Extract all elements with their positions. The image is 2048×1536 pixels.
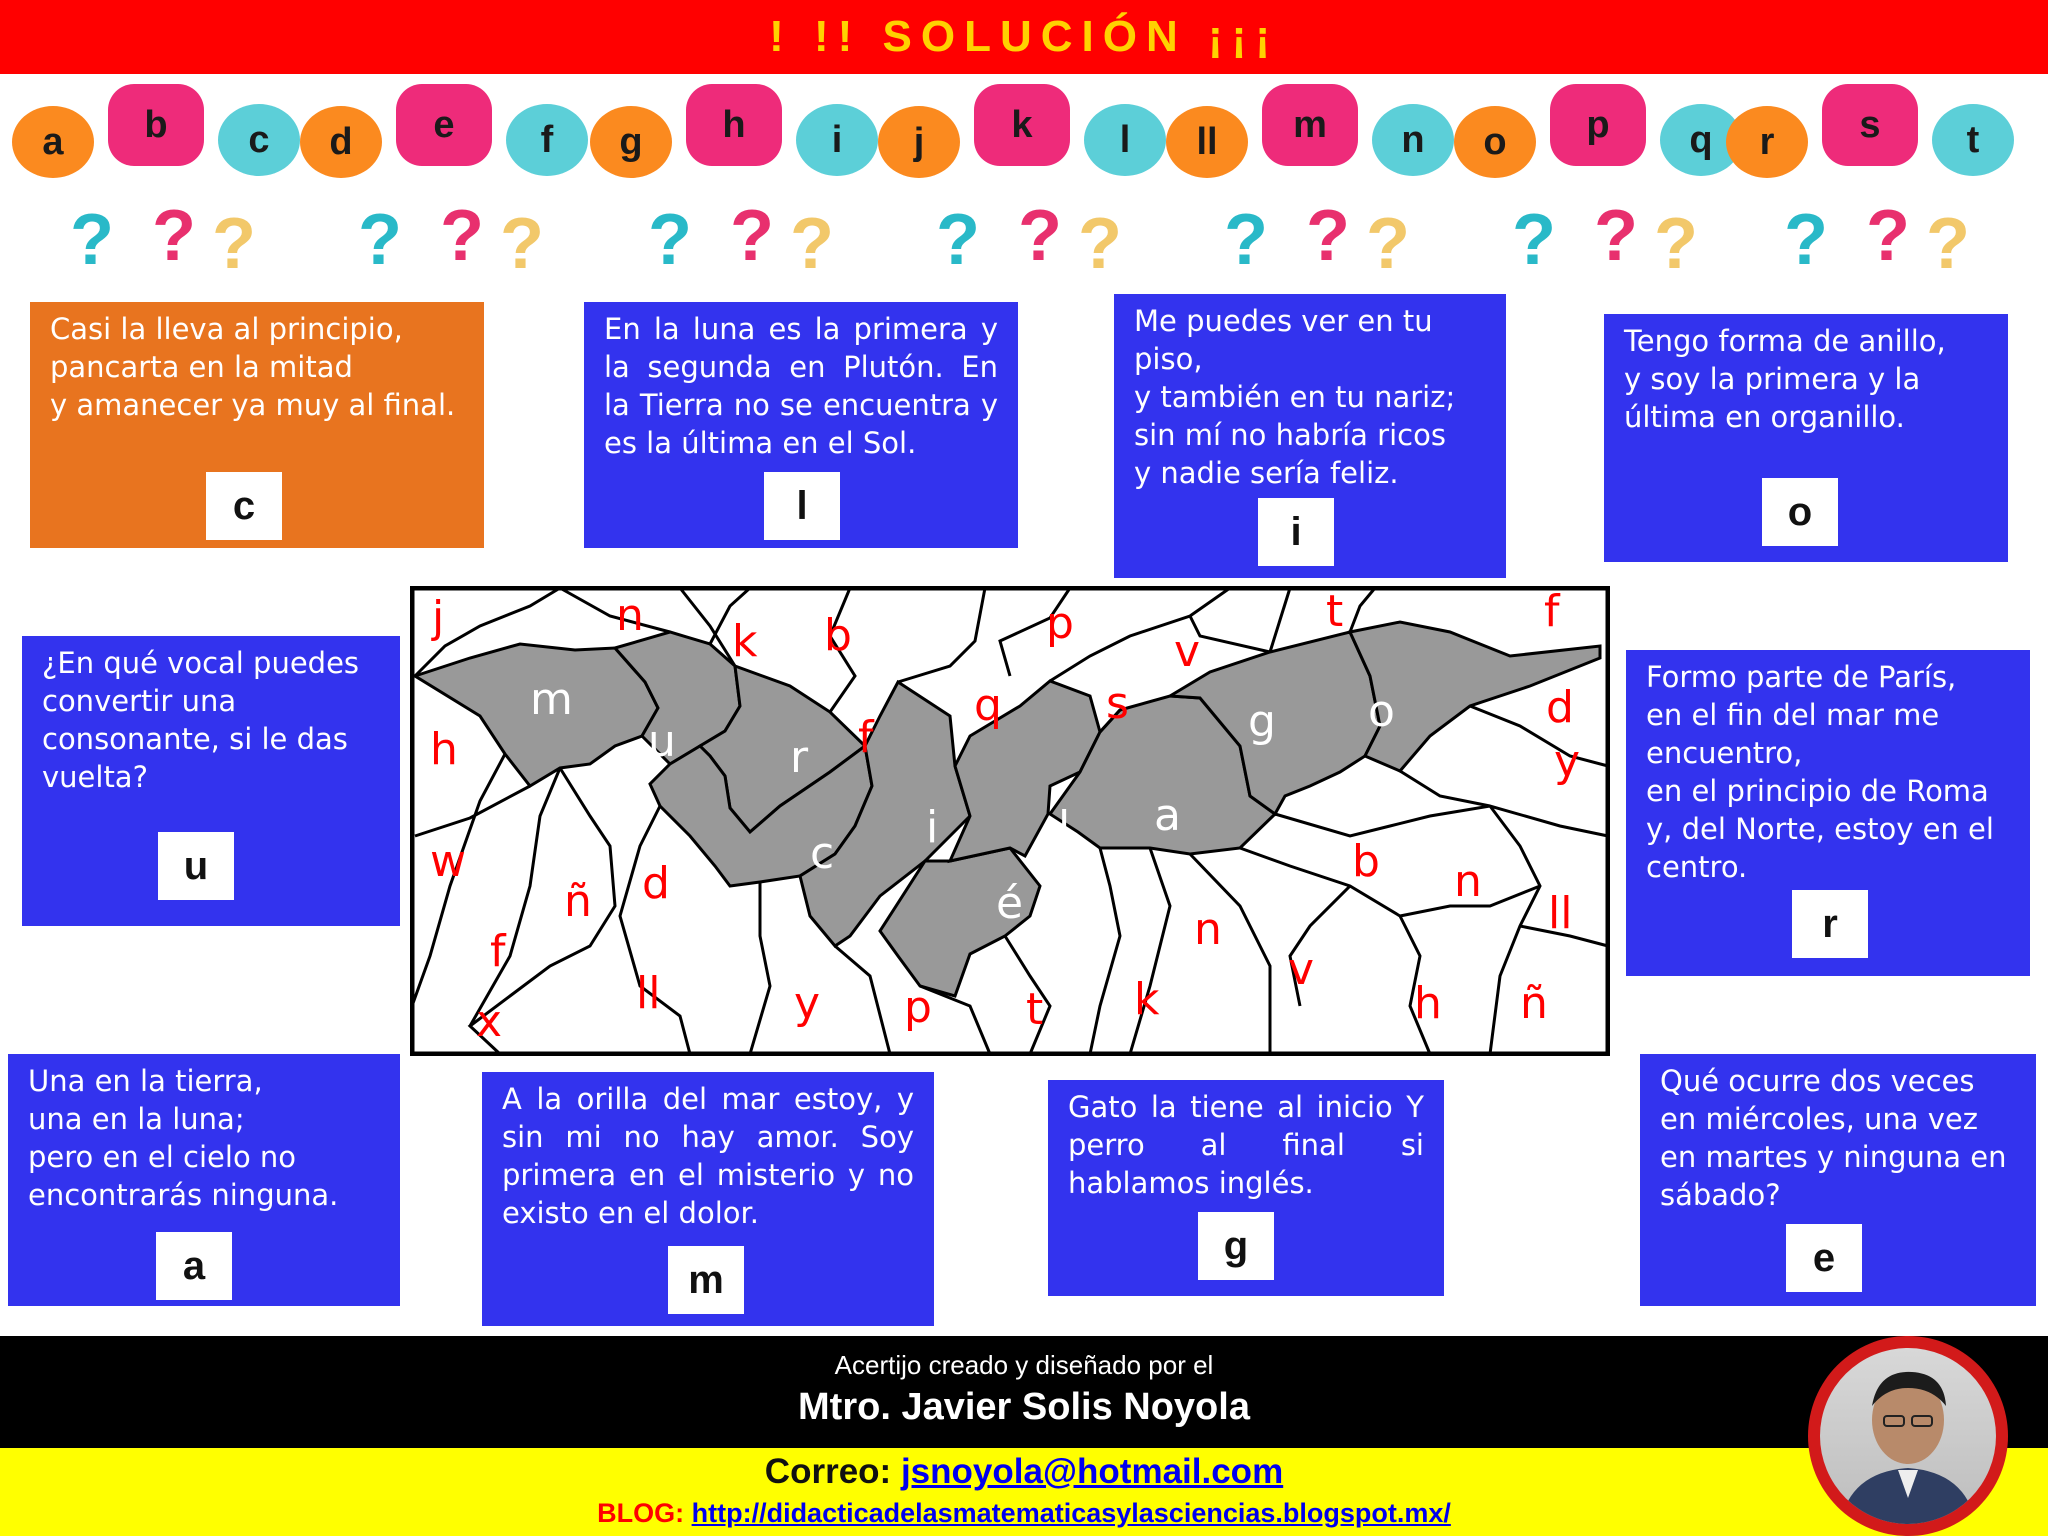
question-mark-icon: ?	[1654, 204, 1698, 284]
riddle-box-8	[482, 1072, 934, 1326]
map-letter: y	[1554, 736, 1581, 787]
blog-line	[0, 1498, 2048, 1529]
letter-bubble: h	[686, 84, 782, 166]
bubble-group-3	[590, 84, 878, 294]
map-letter: y	[794, 978, 821, 1029]
map-letter: k	[1134, 974, 1160, 1025]
riddle-text: Me puedes ver en tu piso, y también en tu nariz; sin mí no habría ricos y nadie sería feliz.	[1134, 304, 1456, 490]
map-letter: u	[648, 716, 676, 767]
letter-bubble: p	[1550, 84, 1646, 166]
letter-bubble: l	[1084, 104, 1166, 176]
avatar	[1820, 1348, 1996, 1524]
letter-bubble: f	[506, 104, 588, 176]
letter-bubble: e	[396, 84, 492, 166]
map-letters-layer	[410, 586, 1610, 1056]
riddle-answer: l	[764, 472, 840, 540]
page-title: ! !! SOLUCIÓN ¡¡¡	[0, 0, 2048, 74]
letter-bubble: n	[1372, 104, 1454, 176]
letter-bubble: o	[1454, 106, 1536, 178]
map-letter: b	[1352, 836, 1380, 887]
riddle-answer: c	[206, 472, 282, 540]
map-letter: é	[996, 878, 1024, 929]
map-letter: n	[1194, 904, 1222, 955]
bubble-group-7	[1726, 84, 2014, 294]
email-label: Correo:	[764, 1452, 892, 1491]
map-letter: x	[476, 996, 503, 1047]
letter-bubble: q	[1660, 104, 1742, 176]
question-mark-icon: ?	[1018, 196, 1062, 276]
riddle-answer: a	[156, 1232, 232, 1300]
map-letter: h	[1414, 978, 1442, 1029]
map-letter: ñ	[1520, 978, 1548, 1029]
map-letter: t	[1326, 586, 1344, 637]
bubble-group-2	[300, 84, 588, 294]
map-letter: o	[1368, 686, 1395, 737]
map-letter: p	[904, 982, 932, 1033]
credit-text: Acertijo creado y diseñado por el	[834, 1350, 1214, 1380]
author-photo	[1808, 1336, 2008, 1536]
map-letter: v	[1288, 944, 1315, 995]
map-letter: i	[926, 802, 939, 853]
riddle-text: Formo parte de París, en el fin del mar me encuentro, en el principio de Roma y, del Norte, estoy en el centro.	[1646, 660, 1994, 884]
question-mark-icon: ?	[1366, 204, 1410, 284]
letter-bubble: i	[796, 104, 878, 176]
riddle-box-1	[30, 302, 484, 548]
map-letter: g	[1248, 696, 1276, 747]
riddle-text: En la luna es la primera y la segunda en Plutón. En la Tierra no se encuentra y es la última en el Sol.	[604, 312, 998, 460]
email-link[interactable]: jsnoyola@hotmail.com	[900, 1452, 1284, 1491]
riddle-text: Tengo forma de anillo, y soy la primera y la última en organillo.	[1624, 324, 1946, 434]
riddle-box-6	[1626, 650, 2030, 976]
map-letter: f	[1544, 586, 1560, 637]
map-letter: b	[824, 610, 852, 661]
map-letter: ll	[1548, 888, 1573, 939]
question-mark-icon: ?	[152, 196, 196, 276]
bubble-group-5	[1166, 84, 1454, 294]
letter-bubble: r	[1726, 106, 1808, 178]
bubble-group-4	[878, 84, 1166, 294]
question-mark-icon: ?	[648, 200, 692, 280]
riddle-answer: i	[1258, 498, 1334, 566]
letter-bubble: s	[1822, 84, 1918, 166]
question-mark-icon: ?	[730, 196, 774, 276]
riddle-text: A la orilla del mar estoy, y sin mi no hay amor. Soy primera en el misterio y no existo en el dolor.	[502, 1082, 914, 1230]
letter-bubble: g	[590, 106, 672, 178]
question-mark-icon: ?	[500, 204, 544, 284]
riddle-box-3	[1114, 294, 1506, 578]
map-letter: k	[732, 616, 758, 667]
puzzle-map	[410, 586, 1610, 1056]
question-mark-icon: ?	[1594, 196, 1638, 276]
footer-contact	[0, 1448, 2048, 1536]
riddle-box-7	[8, 1054, 400, 1306]
footer-credits	[0, 1336, 2048, 1448]
question-mark-icon: ?	[212, 204, 256, 284]
letter-bubble: b	[108, 84, 204, 166]
map-letter: l	[1058, 802, 1071, 853]
question-mark-icon: ?	[1224, 200, 1268, 280]
map-letter: d	[642, 858, 670, 909]
author-name: Mtro. Javier Solis Noyola	[798, 1386, 1250, 1428]
map-letter: c	[810, 828, 835, 879]
letter-bubble: ll	[1166, 106, 1248, 178]
map-letter: n	[616, 590, 644, 641]
map-letter: t	[1026, 984, 1044, 1035]
question-mark-icon: ?	[358, 200, 402, 280]
question-mark-icon: ?	[790, 204, 834, 284]
map-letter: w	[430, 836, 466, 887]
riddle-text: Casi la lleva al principio, pancarta en la mitad y amanecer ya muy al final.	[50, 312, 456, 422]
map-letter: v	[1174, 626, 1201, 677]
blog-link[interactable]: http://didacticadelasmatematicasylasciencias.blogspot.mx/	[691, 1498, 1451, 1528]
letter-bubble: m	[1262, 84, 1358, 166]
map-letter: a	[1154, 790, 1181, 841]
riddle-answer: u	[158, 832, 234, 900]
bubble-group-6	[1454, 84, 1742, 294]
riddle-answer: g	[1198, 1212, 1274, 1280]
letter-bubble: k	[974, 84, 1070, 166]
riddle-box-9	[1048, 1080, 1444, 1296]
email-line	[0, 1452, 2048, 1492]
riddle-text: ¿En qué vocal puedes convertir una consonante, si le das vuelta?	[42, 646, 360, 794]
letter-bubble: t	[1932, 104, 2014, 176]
question-mark-icon: ?	[440, 196, 484, 276]
map-letter: r	[790, 732, 809, 783]
riddle-box-5	[22, 636, 400, 926]
riddle-text: Una en la tierra, una en la luna; pero en el cielo no encontrarás ninguna.	[28, 1064, 339, 1212]
riddle-text: Gato la tiene al inicio Y perro al final si hablamos inglés.	[1068, 1090, 1424, 1200]
bubble-group-1	[12, 84, 300, 294]
question-mark-icon: ?	[1512, 200, 1556, 280]
letter-bubble: j	[878, 106, 960, 178]
blog-label: BLOG:	[597, 1498, 685, 1528]
map-letter: m	[530, 674, 573, 725]
question-mark-icon: ?	[1078, 204, 1122, 284]
question-mark-icon: ?	[1866, 196, 1910, 276]
map-letter: h	[430, 724, 458, 775]
question-mark-icon: ?	[70, 200, 114, 280]
map-letter: f	[490, 926, 506, 977]
letter-bubble: a	[12, 106, 94, 178]
map-letter: s	[1106, 678, 1129, 729]
person-icon	[1820, 1348, 1996, 1524]
riddle-text: Qué ocurre dos veces en miércoles, una vez en martes y ninguna en sábado?	[1660, 1064, 2007, 1212]
question-mark-icon: ?	[936, 200, 980, 280]
riddle-box-4	[1604, 314, 2008, 562]
question-mark-icon: ?	[1306, 196, 1350, 276]
map-letter: ñ	[564, 876, 592, 927]
letter-bubble-row	[0, 84, 2048, 294]
riddle-box-10	[1640, 1054, 2036, 1306]
riddle-answer: r	[1792, 890, 1868, 958]
question-mark-icon: ?	[1784, 200, 1828, 280]
riddle-answer: m	[668, 1246, 744, 1314]
question-mark-icon: ?	[1926, 204, 1970, 284]
riddle-box-2	[584, 302, 1018, 548]
map-letter: j	[432, 592, 445, 643]
letter-bubble: c	[218, 104, 300, 176]
map-letter: n	[1454, 856, 1482, 907]
riddle-answer: o	[1762, 478, 1838, 546]
map-letter: q	[974, 680, 1002, 731]
map-letter: f	[858, 712, 874, 763]
riddle-answer: e	[1786, 1224, 1862, 1292]
letter-bubble: d	[300, 106, 382, 178]
map-letter: d	[1546, 682, 1574, 733]
map-letter: p	[1046, 598, 1074, 649]
map-letter: ll	[636, 968, 661, 1019]
